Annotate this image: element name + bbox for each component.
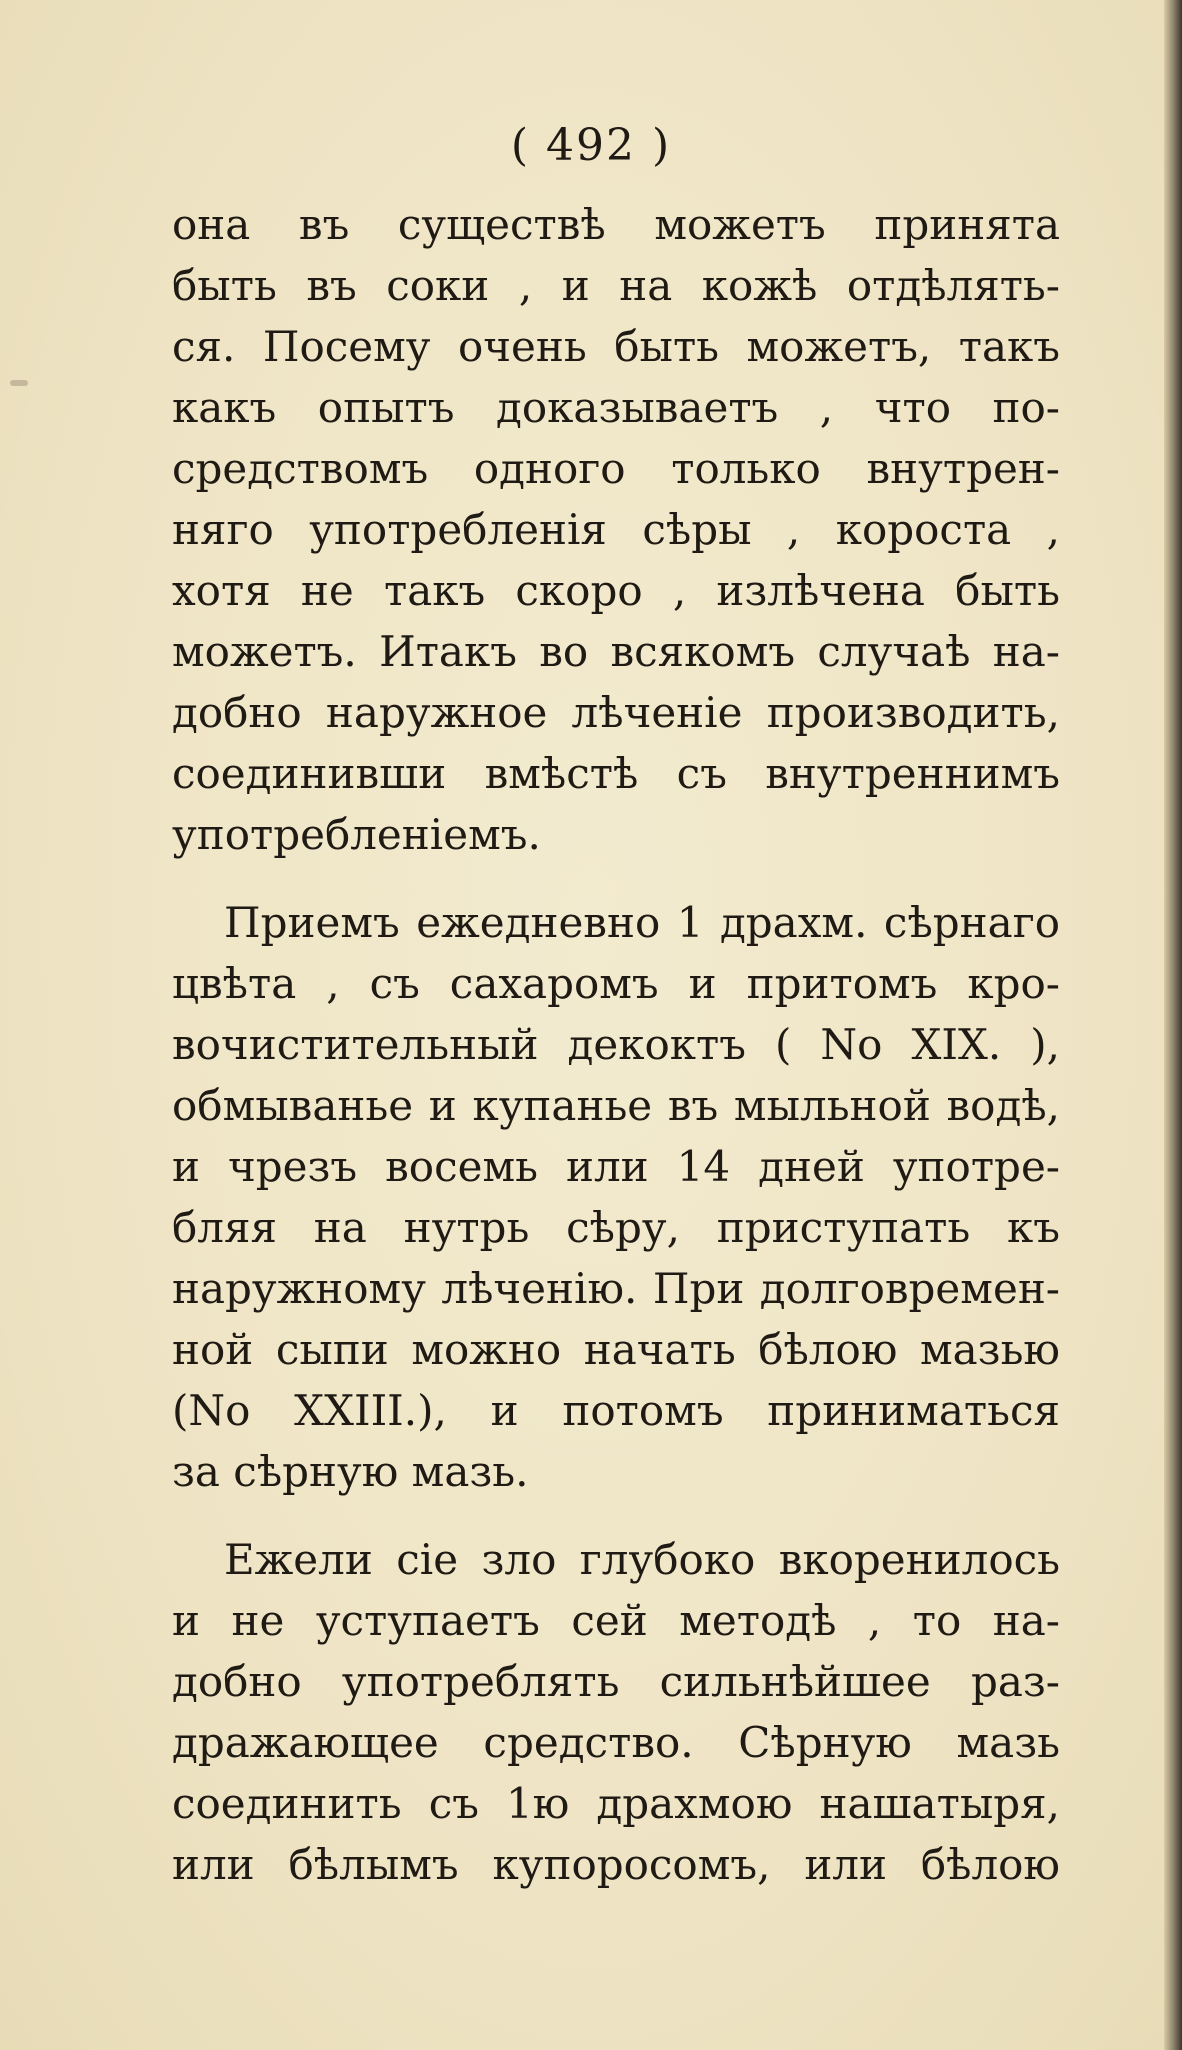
text-line: и чрезъ восемь или 14 дней употре- xyxy=(172,1142,1060,1191)
text-line: (No XXIII.), и потомъ приниматься xyxy=(172,1386,1060,1435)
ink-smudge xyxy=(10,380,28,386)
text-line: соединивши вмѣстѣ съ внутреннимъ xyxy=(172,749,1060,798)
text-line: дражающее средство. Сѣрную мазь xyxy=(172,1718,1060,1767)
text-line: бляя на нутрь сѣру, приступать къ xyxy=(172,1203,1060,1252)
text-line: добно наружное лѣченіе производить, xyxy=(172,688,1060,737)
text-line: или бѣлымъ купоросомъ, или бѣлою xyxy=(172,1840,1060,1889)
text-line: ной сыпи можно начать бѣлою мазью xyxy=(172,1325,1060,1374)
paragraph-gap xyxy=(172,865,1060,892)
text-line: и не уступаетъ сей методѣ , то на- xyxy=(172,1596,1060,1645)
text-line: за сѣрную мазь. xyxy=(172,1447,529,1496)
text-line: можетъ. Итакъ во всякомъ случаѣ на- xyxy=(172,627,1060,676)
paragraph-gap xyxy=(172,1502,1060,1529)
text-line: цвѣта , съ сахаромъ и притомъ кро- xyxy=(172,959,1060,1008)
text-line: быть въ соки , и на кожѣ отдѣлять- xyxy=(172,261,1060,310)
text-line: няго употребленія сѣры , короста , xyxy=(172,505,1060,554)
text-line: хотя не такъ скоро , излѣчена быть xyxy=(172,566,1060,615)
text-line: наружному лѣченію. При долговремен- xyxy=(172,1264,1060,1313)
text-line: какъ опытъ доказываетъ , что по- xyxy=(172,383,1060,432)
text-line: обмыванье и купанье въ мыльной водѣ, xyxy=(172,1081,1060,1130)
text-line: соединить съ 1ю драхмою нашатыря, xyxy=(172,1779,1060,1828)
body-text xyxy=(172,194,1060,1895)
text-line: вочистительный декоктъ ( No XIX. ), xyxy=(172,1020,1060,1069)
text-line: употребленіемъ. xyxy=(172,810,541,859)
text-line: средствомъ одного только внутрен- xyxy=(172,444,1060,493)
text-line: Ежели сіе зло глубоко вкоренилось xyxy=(224,1535,1060,1584)
page-number: ( 492 ) xyxy=(510,120,672,171)
page-edge-shadow xyxy=(1164,0,1182,2050)
text-line: Приемъ ежедневно 1 драхм. сѣрнаго xyxy=(224,898,1060,947)
text-line: добно употреблять сильнѣйшее раз- xyxy=(172,1657,1060,1706)
text-line: ся. Посему очень быть можетъ, такъ xyxy=(172,322,1060,371)
text-line: она въ существѣ можетъ принята xyxy=(172,200,1060,249)
